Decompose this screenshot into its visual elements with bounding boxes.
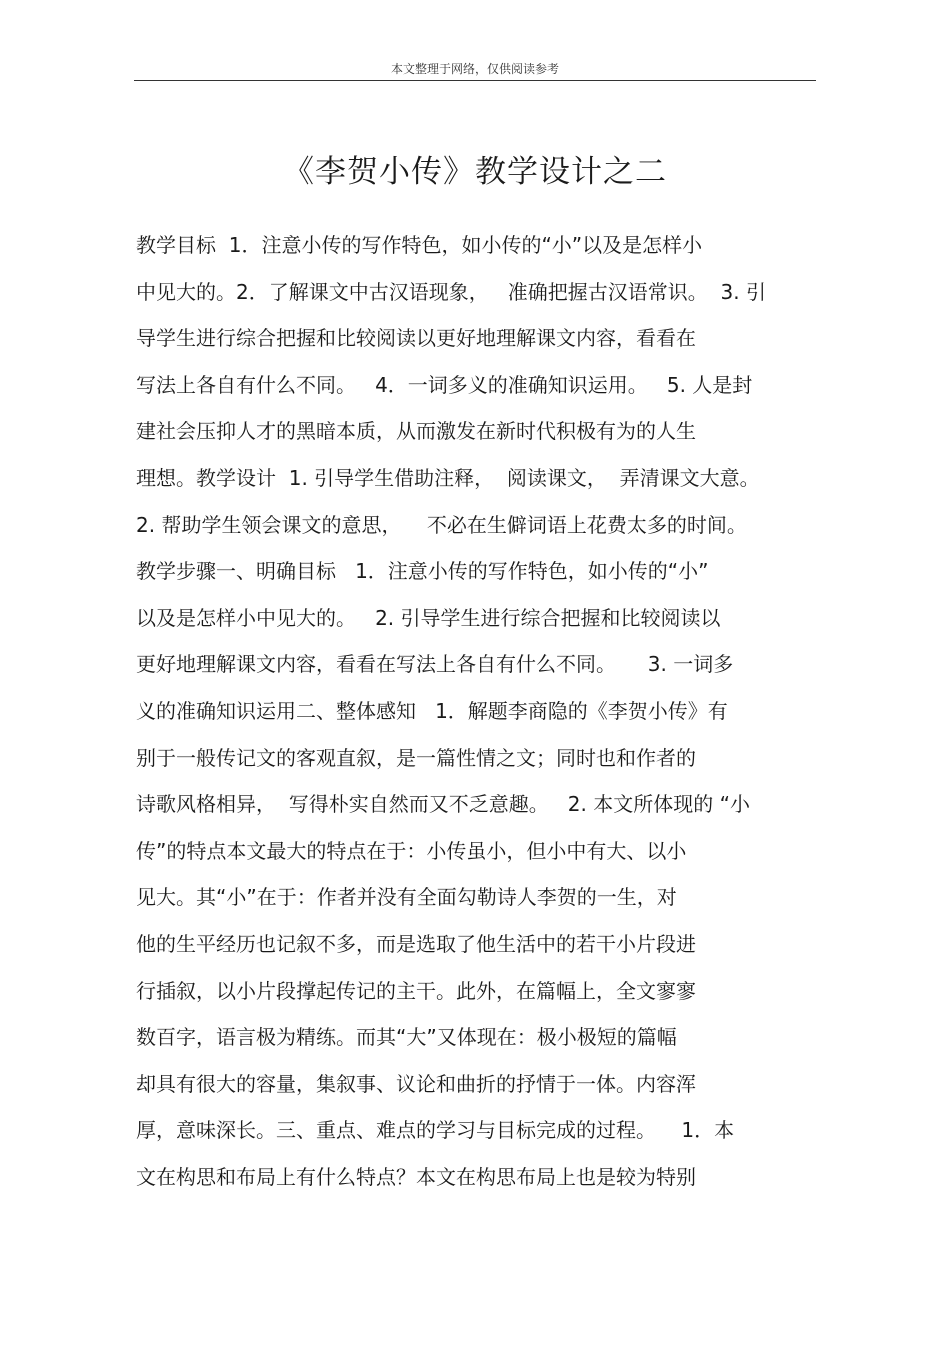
body-line: 却具有很大的容量，集叙事、议论和曲折的抒情于一体。内容浑 [136,1071,696,1096]
body-line: 导学生进行综合把握和比较阅读以更好地理解课文内容，看看在 [136,326,696,351]
body-line: 厚，意味深长。三、重点、难点的学习与目标完成的过程。 1．本 [136,1118,735,1143]
body-line: 文在构思和布局上有什么特点？本文在构思布局上也是较为特别 [136,1164,696,1189]
body-line: 数百字，语言极为精练。而其“大”又体现在：极小极短的篇幅 [136,1025,677,1050]
body-line: 他的生平经历也记叙不多，而是选取了他生活中的若干小片段进 [136,931,696,956]
page-header [134,58,816,81]
header-note: 本文整理于网络，仅供阅读参考 [390,62,559,76]
body-line: 传”的特点本文最大的特点在于：小传虽小，但小中有大、以小 [136,838,687,863]
body-line: 写法上各自有什么不同。 4．一词多义的准确知识运用。 5. 人是封 [136,372,753,397]
body-line: 诗歌风格相异， 写得朴实自然而又不乏意趣。 2. 本文所体现的 “小 [136,792,750,817]
body-line: 行插叙，以小片段撑起传记的主干。此外，在篇幅上，全文寥寥 [136,978,696,1003]
body-line: 2. 帮助学生领会课文的意思， 不必在生僻词语上花费太多的时间。 [136,512,747,537]
body-line: 别于一般传记文的客观直叙，是一篇性情之文；同时也和作者的 [136,745,696,770]
body-line: 教学步骤一、明确目标 1．注意小传的写作特色，如小传的“小” [136,559,709,584]
document-body [136,222,826,1200]
body-line: 见大。其“小”在于：作者并没有全面勾勒诗人李贺的一生，对 [136,885,677,910]
body-line: 教学目标 1．注意小传的写作特色，如小传的“小”以及是怎样小 [136,233,703,257]
body-line: 理想。教学设计 1. 引导学生借助注释， 阅读课文， 弄清课文大意。 [136,465,760,490]
body-line: 以及是怎样小中见大的。 2. 引导学生进行综合把握和比较阅读以 [136,605,721,630]
body-line: 义的准确知识运用二、整体感知 1．解题李商隐的《李贺小传》有 [136,698,728,723]
body-line: 建社会压抑人才的黑暗本质，从而激发在新时代积极有为的人生 [136,419,696,444]
body-line: 更好地理解课文内容，看看在写法上各自有什么不同。 3. 一词多 [136,652,734,677]
document-title: 《李贺小传》教学设计之二 [283,154,667,190]
body-line: 中见大的。2．了解课文中古汉语现象， 准确把握古汉语常识。 3. 引 [136,279,766,304]
